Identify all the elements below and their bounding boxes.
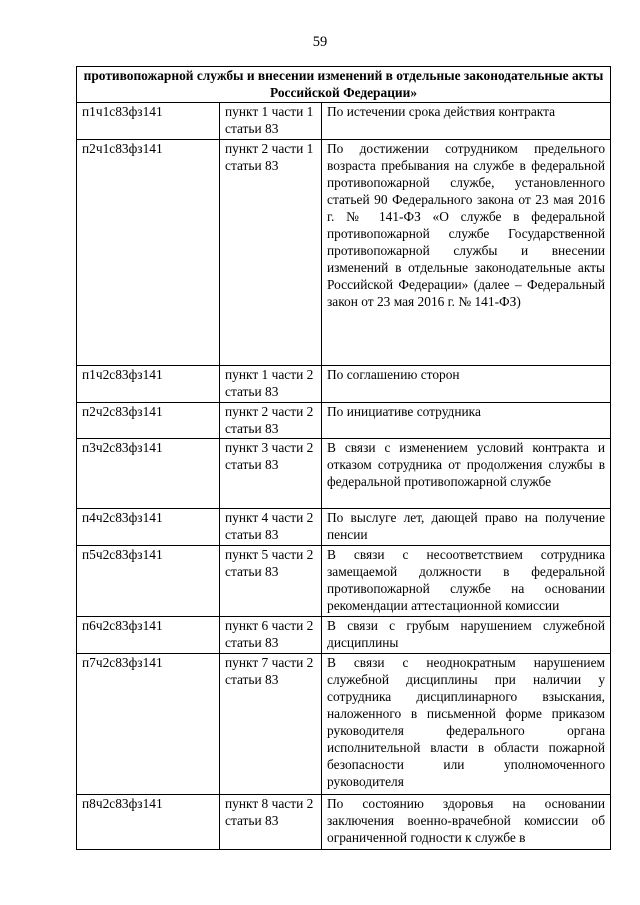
table-row: [77, 654, 611, 795]
row-code: п1ч2с83фз141: [77, 366, 220, 403]
row-code: п3ч2с83фз141: [77, 439, 220, 509]
table-row: [77, 103, 611, 140]
table-row: [77, 546, 611, 617]
row-point: пункт 6 части 2 статьи 83: [220, 617, 322, 654]
table-row: [77, 140, 611, 366]
row-point: пункт 4 части 2 статьи 83: [220, 509, 322, 546]
row-description: По инициативе сотрудника: [322, 403, 611, 439]
row-point: пункт 1 части 2 статьи 83: [220, 366, 322, 403]
row-point: пункт 3 части 2 статьи 83: [220, 439, 322, 509]
table-row: [77, 403, 611, 439]
table-row: [77, 617, 611, 654]
row-description: По выслуге лет, дающей право на получение пенсии: [322, 509, 611, 546]
row-code: п2ч2с83фз141: [77, 403, 220, 439]
row-description: По соглашению сторон: [322, 366, 611, 403]
row-code: п1ч1с83фз141: [77, 103, 220, 140]
table-row: [77, 509, 611, 546]
row-description: В связи с несоответствием сотрудника замещаемой должности в федеральной противопожарной службе на основании рекомендации аттестационной комиссии: [322, 546, 611, 617]
row-description: По истечении срока действия контракта: [322, 103, 611, 140]
row-point: пункт 5 части 2 статьи 83: [220, 546, 322, 617]
table-header: противопожарной службы и внесении изменений в отдельные законодательные акты Российской Федерации»: [77, 67, 611, 103]
row-code: п8ч2с83фз141: [77, 795, 220, 850]
row-code: п2ч1с83фз141: [77, 140, 220, 366]
row-point: пункт 7 части 2 статьи 83: [220, 654, 322, 795]
row-point: пункт 2 части 1 статьи 83: [220, 140, 322, 366]
table-header-row: [77, 67, 611, 103]
table-row: [77, 795, 611, 850]
row-code: п7ч2с83фз141: [77, 654, 220, 795]
table-row: [77, 439, 611, 509]
page-number: 59: [312, 34, 328, 50]
row-description: По достижении сотрудником предельного возраста пребывания на службе в федеральной противопожарной службе, установленного статьей 90 Федерального закона от 23 мая 2016 г. № 141-ФЗ «О службе в федеральной противопожарной службе Государственной противопожарной службы и внесении изменений в отдельные законодательные акты Российской Федерации» (далее – Федеральный закон от 23 мая 2016 г. № 141-ФЗ): [322, 140, 611, 366]
row-code: п5ч2с83фз141: [77, 546, 220, 617]
row-description: В связи с грубым нарушением служебной дисциплины: [322, 617, 611, 654]
row-point: пункт 2 части 2 статьи 83: [220, 403, 322, 439]
row-code: п4ч2с83фз141: [77, 509, 220, 546]
row-description: В связи с неоднократным нарушением служебной дисциплины при наличии у сотрудника дисциплинарного взыскания, наложенного в письменной форме приказом руководителя федерального органа исполнительной власти в области пожарной безопасности или уполномоченного руководителя: [322, 654, 611, 795]
row-description: В связи с изменением условий контракта и отказом сотрудника от продолжения службы в федеральной противопожарной службе: [322, 439, 611, 509]
row-point: пункт 1 части 1 статьи 83: [220, 103, 322, 140]
dismissal-codes-table: [76, 66, 611, 850]
row-code: п6ч2с83фз141: [77, 617, 220, 654]
row-description: По состоянию здоровья на основании заключения военно-врачебной комиссии об ограниченной годности к службе в: [322, 795, 611, 850]
row-point: пункт 8 части 2 статьи 83: [220, 795, 322, 850]
table-row: [77, 366, 611, 403]
